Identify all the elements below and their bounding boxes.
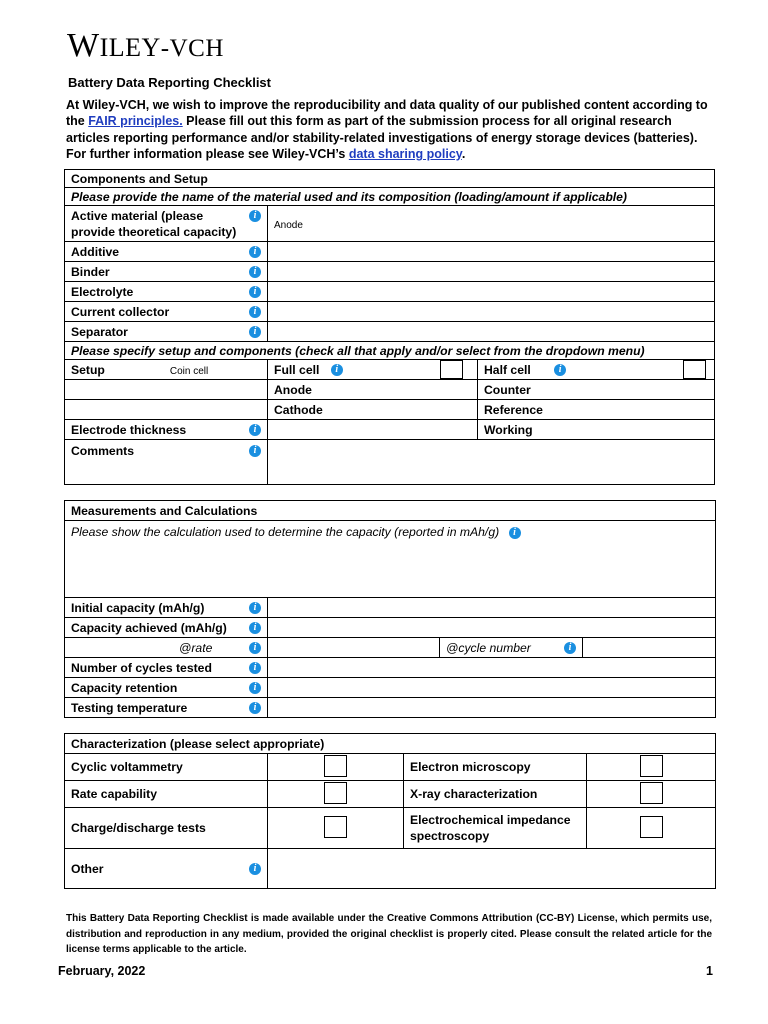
info-icon[interactable]: i <box>249 326 261 338</box>
rate-capability-cell <box>268 781 404 808</box>
eis-checkbox[interactable] <box>640 816 663 838</box>
other-input[interactable] <box>268 849 716 889</box>
half-cell-cell: Half cell i <box>478 360 715 380</box>
testing-temperature-label: Testing temperature i <box>65 698 268 718</box>
active-material-label: i Active material (please provide theoretical capacity) <box>65 206 268 242</box>
rate-capability-checkbox[interactable] <box>324 782 347 804</box>
capacity-achieved-label: Capacity achieved (mAh/g) i <box>65 618 268 638</box>
half-cell-checkbox[interactable] <box>683 360 706 379</box>
characterization-table <box>64 733 716 889</box>
setup-blank <box>65 380 268 400</box>
counter-option[interactable]: Counter <box>478 380 715 400</box>
xray-label: X-ray characterization <box>404 781 587 808</box>
characterization-heading: Characterization (please select appropriate) <box>65 734 716 754</box>
setup-label: Setup Coin cell <box>65 360 268 380</box>
other-label: Other i <box>65 849 268 889</box>
info-icon[interactable]: i <box>249 210 261 222</box>
full-cell-cell: Full cell i <box>268 360 478 380</box>
current-collector-label: Current collector i <box>65 302 268 322</box>
setup-instruction: Please specify setup and components (check all that apply and/or select from the dropdown menu) <box>65 342 715 360</box>
info-icon[interactable]: i <box>249 246 261 258</box>
setup-blank <box>65 400 268 420</box>
rate-label: @rate i <box>65 638 268 658</box>
info-icon[interactable]: i <box>331 364 343 376</box>
capacity-retention-input[interactable] <box>268 678 716 698</box>
cyclic-voltammetry-label: Cyclic voltammetry <box>65 754 268 781</box>
footer-date: February, 2022 <box>58 964 146 978</box>
info-icon[interactable]: i <box>249 306 261 318</box>
calculation-input[interactable]: Please show the calculation used to determine the capacity (reported in mAh/g) i <box>65 521 716 598</box>
cathode-option[interactable]: Cathode <box>268 400 478 420</box>
fair-principles-link[interactable]: FAIR principles. <box>88 114 183 129</box>
info-icon[interactable]: i <box>249 702 261 714</box>
measurements-heading: Measurements and Calculations <box>65 501 716 521</box>
components-heading: Components and Setup <box>65 170 715 188</box>
wiley-vch-logo: WILEY-VCH <box>67 27 224 64</box>
anode-option[interactable]: Anode <box>268 380 478 400</box>
charge-discharge-checkbox[interactable] <box>324 816 347 838</box>
info-icon[interactable]: i <box>249 602 261 614</box>
eis-cell <box>587 808 716 849</box>
cycle-number-input[interactable] <box>583 638 716 658</box>
comments-label: Comments i <box>65 440 268 485</box>
document-title: Battery Data Reporting Checklist <box>68 75 271 90</box>
electron-microscopy-label: Electron microscopy <box>404 754 587 781</box>
page-number: 1 <box>706 964 713 978</box>
cycle-number-label: @cycle number i <box>440 638 583 658</box>
intro-paragraph: At Wiley-VCH, we wish to improve the reproducibility and data quality of our published content according to the FAIR principles. Please fill out this form as part of the submission process for all original research articles reporting performance and/or stability-related investigations of energy storage devices (batteries). For further information please see Wiley-VCH’s data sharing policy. <box>66 98 708 161</box>
cycles-tested-label: Number of cycles tested i <box>65 658 268 678</box>
info-icon[interactable]: i <box>249 286 261 298</box>
charge-discharge-cell <box>268 808 404 849</box>
electrode-thickness-label: Electrode thickness i <box>65 420 268 440</box>
info-icon[interactable]: i <box>249 445 261 457</box>
info-icon[interactable]: i <box>249 424 261 436</box>
capacity-achieved-input[interactable] <box>268 618 716 638</box>
eis-label: Electrochemical impedance spectroscopy <box>404 808 587 849</box>
info-icon[interactable]: i <box>249 266 261 278</box>
xray-checkbox[interactable] <box>640 782 663 804</box>
cycles-tested-input[interactable] <box>268 658 716 678</box>
info-icon[interactable]: i <box>249 622 261 634</box>
binder-label: Binder i <box>65 262 268 282</box>
data-sharing-policy-link[interactable]: data sharing policy <box>348 146 462 161</box>
separator-label: Separator i <box>65 322 268 342</box>
components-setup-table <box>64 169 715 485</box>
reference-option[interactable]: Reference <box>478 400 715 420</box>
cyclic-voltammetry-checkbox[interactable] <box>324 755 347 777</box>
info-icon[interactable]: i <box>249 642 261 654</box>
testing-temperature-input[interactable] <box>268 698 716 718</box>
electrolyte-input[interactable] <box>268 282 715 302</box>
info-icon[interactable]: i <box>554 364 566 376</box>
current-collector-input[interactable] <box>268 302 715 322</box>
rate-input[interactable] <box>268 638 440 658</box>
comments-input[interactable] <box>268 440 715 485</box>
separator-input[interactable] <box>268 322 715 342</box>
components-instruction: Please provide the name of the material used and its composition (loading/amount if applicable) <box>65 188 715 206</box>
charge-discharge-label: Charge/discharge tests <box>65 808 268 849</box>
additive-input[interactable] <box>268 242 715 262</box>
initial-capacity-label: Initial capacity (mAh/g) i <box>65 598 268 618</box>
info-icon[interactable]: i <box>509 527 521 539</box>
full-cell-checkbox[interactable] <box>440 360 463 379</box>
electron-microscopy-cell <box>587 754 716 781</box>
capacity-retention-label: Capacity retention i <box>65 678 268 698</box>
license-note: This Battery Data Reporting Checklist is made available under the Creative Commons Attribution (CC-BY) License, which permits use, distribution and reproduction in any medium, provided the original checklist is properly cited. Please consult the related article for the license terms applicable to the article. <box>66 913 712 956</box>
xray-cell <box>587 781 716 808</box>
initial-capacity-input[interactable] <box>268 598 716 618</box>
cyclic-voltammetry-cell <box>268 754 404 781</box>
electrode-thickness-input[interactable] <box>268 420 478 440</box>
binder-input[interactable] <box>268 262 715 282</box>
active-material-input[interactable]: Anode <box>268 206 715 242</box>
info-icon[interactable]: i <box>249 863 261 875</box>
electron-microscopy-checkbox[interactable] <box>640 755 663 777</box>
measurements-table <box>64 500 716 718</box>
electrolyte-label: Electrolyte i <box>65 282 268 302</box>
setup-dropdown[interactable]: Coin cell <box>169 365 209 377</box>
additive-label: Additive i <box>65 242 268 262</box>
working-option[interactable]: Working <box>478 420 715 440</box>
info-icon[interactable]: i <box>564 642 576 654</box>
info-icon[interactable]: i <box>249 662 261 674</box>
info-icon[interactable]: i <box>249 682 261 694</box>
rate-capability-label: Rate capability <box>65 781 268 808</box>
